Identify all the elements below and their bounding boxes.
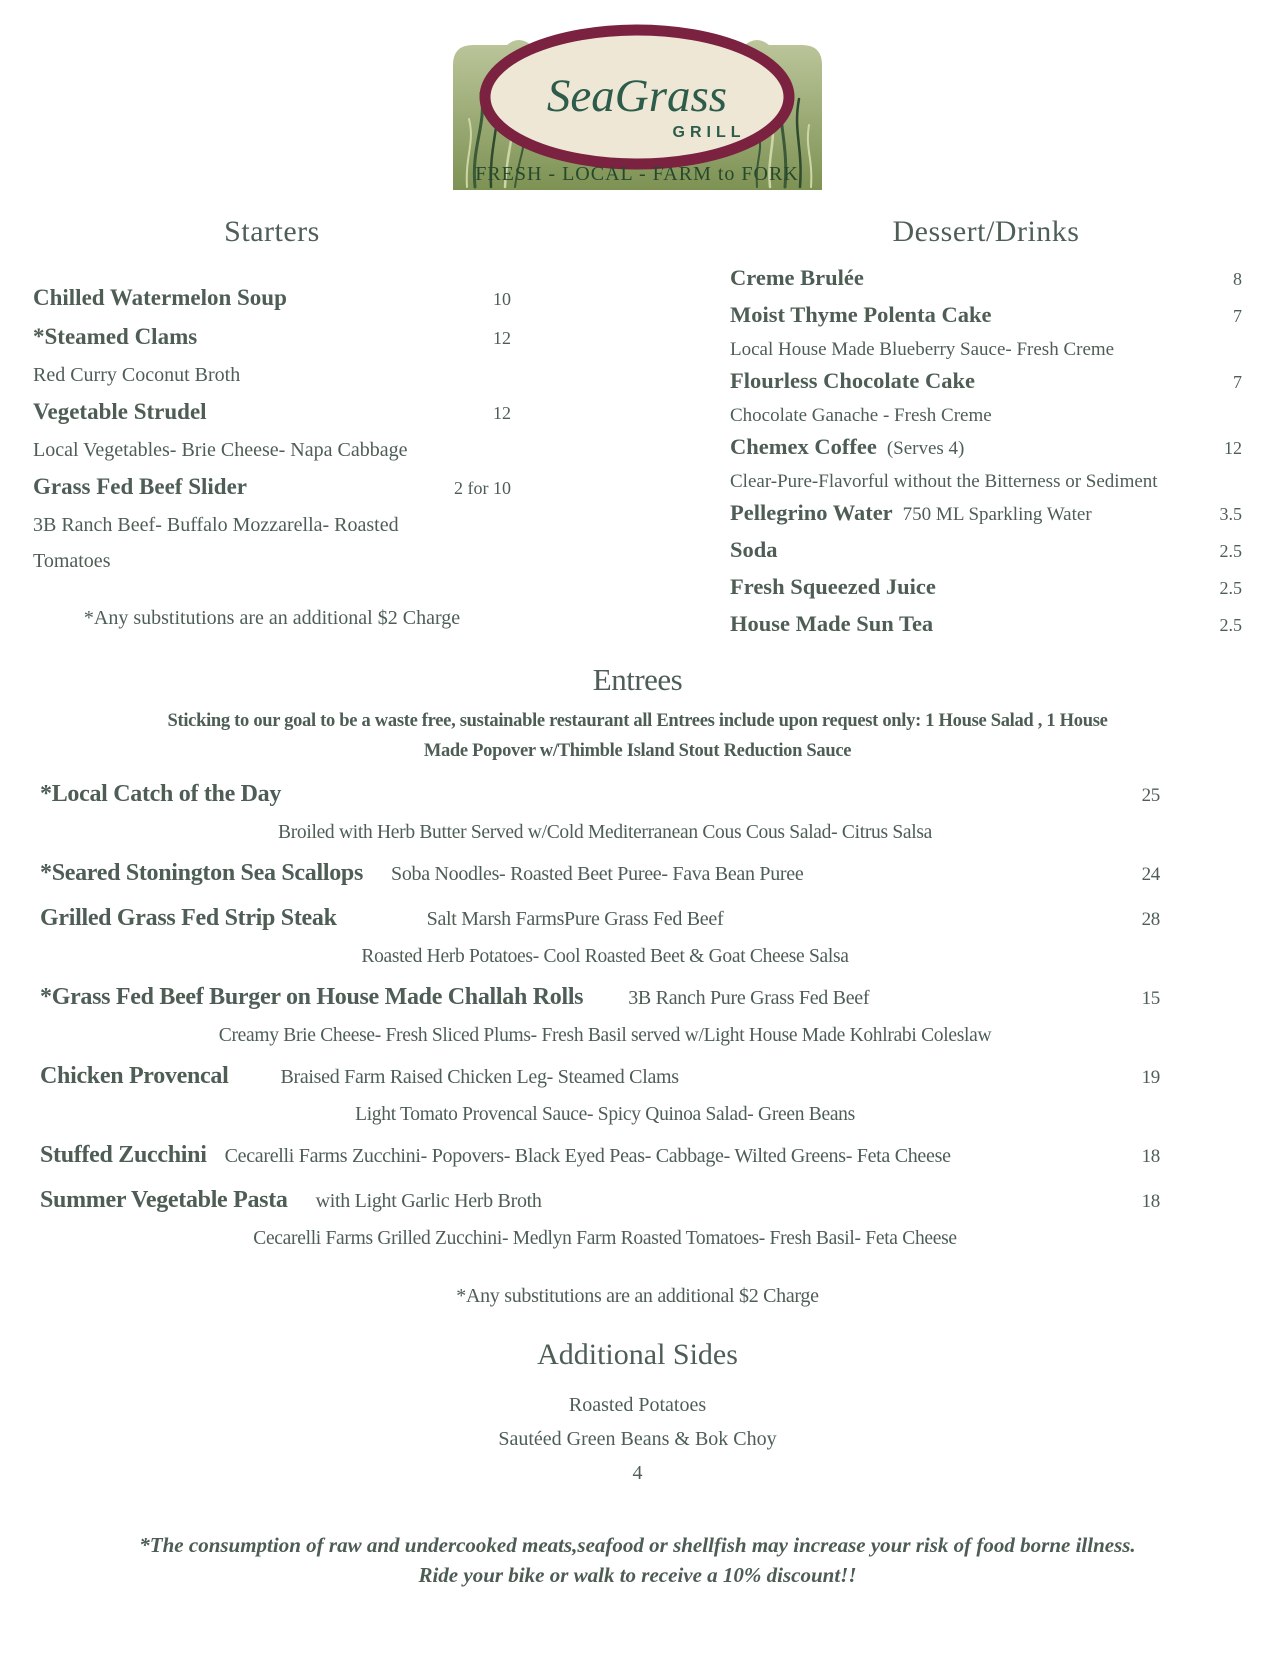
item-description: Red Curry Coconut Broth bbox=[33, 364, 241, 386]
item-name: Creme Brulée bbox=[730, 265, 864, 290]
item-price: 19 bbox=[1141, 1067, 1160, 1088]
starters-title: Starters bbox=[224, 215, 320, 248]
item-description: Cecarelli Farms Grilled Zucchini- Medlyn Farm Roasted Tomatoes- Fresh Basil- Feta Cheese bbox=[253, 1228, 957, 1249]
side-item: Roasted Potatoes bbox=[568, 1394, 707, 1416]
item-name: Summer Vegetable Pasta bbox=[40, 1187, 288, 1213]
dessert-drinks-section bbox=[730, 215, 1242, 644]
substitution-note: *Any substitutions are an additional $2 Charge bbox=[83, 607, 461, 629]
item-name: *Local Catch of the Day bbox=[40, 781, 282, 807]
logo-tagline: FRESH - LOCAL - FARM to FORK bbox=[475, 163, 799, 185]
menu-item bbox=[33, 468, 511, 507]
item-price: 12 bbox=[1224, 438, 1242, 458]
entrees-intro-line2: Made Popover w/Thimble Island Stout Reduction Sauce bbox=[423, 741, 852, 761]
menu-item bbox=[730, 261, 1242, 298]
menu-item bbox=[730, 607, 1242, 644]
substitution-note: *Any substitutions are an additional $2 Charge bbox=[456, 1285, 819, 1307]
item-description: Light Tomato Provencal Sauce- Spicy Quinoa Salad- Green Beans bbox=[355, 1104, 855, 1125]
menu-item bbox=[40, 980, 1160, 1014]
item-price: 2.5 bbox=[1219, 578, 1242, 598]
item-price: 15 bbox=[1141, 988, 1160, 1009]
item-inline-description: Soba Noodles- Roasted Beet Puree- Fava Bean Puree bbox=[391, 863, 804, 885]
item-price: 2.5 bbox=[1219, 615, 1242, 635]
item-price: 10 bbox=[493, 289, 511, 309]
menu-item bbox=[730, 364, 1242, 401]
upper-menu-columns bbox=[33, 215, 1242, 644]
item-price: 7 bbox=[1233, 306, 1242, 326]
item-name-suffix: (Serves 4) bbox=[886, 438, 965, 459]
item-name: Chilled Watermelon Soup bbox=[33, 285, 287, 310]
item-name: *Grass Fed Beef Burger on House Made Challah Rolls bbox=[40, 984, 584, 1010]
item-name: *Steamed Clams bbox=[33, 324, 198, 349]
item-name: Fresh Squeezed Juice bbox=[730, 574, 936, 599]
item-name: *Seared Stonington Sea Scallops bbox=[40, 860, 363, 886]
item-name-suffix: 750 ML Sparkling Water bbox=[902, 504, 1092, 525]
menu-item bbox=[40, 1183, 1160, 1217]
item-name: Chemex Coffee (Serves 4) bbox=[730, 434, 965, 459]
item-name: Soda bbox=[730, 537, 778, 562]
item-description: Chocolate Ganache - Fresh Creme bbox=[730, 405, 992, 426]
item-inline-description: Cecarelli Farms Zucchini- Popovers- Black Eyed Peas- Cabbage- Wilted Greens- Feta Cheese bbox=[224, 1145, 951, 1167]
item-name: Grass Fed Beef Slider bbox=[33, 474, 247, 499]
starters-section bbox=[33, 215, 511, 644]
additional-sides-section bbox=[0, 1338, 1275, 1490]
menu-item bbox=[730, 298, 1242, 335]
side-item: Sautéed Green Beans & Bok Choy bbox=[498, 1428, 777, 1450]
menu-item bbox=[730, 496, 1242, 533]
sides-price: 4 bbox=[632, 1462, 643, 1484]
item-inline-description: Braised Farm Raised Chicken Leg- Steamed Clams bbox=[280, 1066, 679, 1088]
item-name: Flourless Chocolate Cake bbox=[730, 368, 975, 393]
item-description: Broiled with Herb Butter Served w/Cold Mediterranean Cous Cous Salad- Citrus Salsa bbox=[277, 822, 932, 843]
item-price: 2 for 10 bbox=[454, 478, 511, 498]
menu-item bbox=[40, 1138, 1160, 1172]
item-description: Creamy Brie Cheese- Fresh Sliced Plums- Fresh Basil served w/Light House Made Kohlrabi Coleslaw bbox=[218, 1025, 992, 1046]
menu-item bbox=[33, 318, 511, 357]
menu-footer bbox=[0, 1530, 1275, 1590]
menu-item bbox=[33, 393, 511, 432]
item-price: 18 bbox=[1141, 1146, 1160, 1167]
entrees-section bbox=[0, 662, 1275, 1308]
logo-wordmark: SeaGrass bbox=[546, 70, 728, 122]
menu-item bbox=[40, 901, 1160, 935]
item-inline-description: 3B Ranch Pure Grass Fed Beef bbox=[628, 987, 870, 1009]
menu-item bbox=[730, 430, 1242, 467]
item-description: Roasted Herb Potatoes- Cool Roasted Beet & Goat Cheese Salsa bbox=[361, 946, 849, 967]
item-description: 3B Ranch Beef- Buffalo Mozzarella- Roasted Tomatoes bbox=[33, 514, 399, 572]
item-name: House Made Sun Tea bbox=[730, 611, 934, 636]
item-name: Moist Thyme Polenta Cake bbox=[730, 302, 992, 327]
additional-sides-title: Additional Sides bbox=[537, 1338, 738, 1371]
item-name: Pellegrino Water 750 ML Sparkling Water bbox=[730, 500, 1092, 525]
item-price: 7 bbox=[1233, 372, 1242, 392]
menu-item bbox=[40, 1059, 1160, 1093]
dessert-drinks-title: Dessert/Drinks bbox=[892, 215, 1080, 248]
item-price: 24 bbox=[1141, 864, 1160, 885]
menu-item bbox=[40, 777, 1160, 811]
item-price: 12 bbox=[493, 328, 511, 348]
menu-item bbox=[730, 533, 1242, 570]
item-name: Chicken Provencal bbox=[40, 1063, 229, 1089]
restaurant-logo bbox=[445, 15, 830, 195]
item-name: Grilled Grass Fed Strip Steak bbox=[40, 905, 337, 931]
item-inline-description: Salt Marsh FarmsPure Grass Fed Beef bbox=[426, 908, 724, 930]
item-name: Vegetable Strudel bbox=[33, 399, 207, 424]
item-price: 8 bbox=[1233, 269, 1242, 289]
menu-item bbox=[730, 570, 1242, 607]
item-name: Stuffed Zucchini bbox=[40, 1142, 207, 1168]
bike-discount-note: Ride your bike or walk to receive a 10% discount!! bbox=[418, 1563, 857, 1587]
item-price: 25 bbox=[1141, 785, 1160, 806]
item-price: 18 bbox=[1141, 1191, 1160, 1212]
menu-item bbox=[40, 856, 1160, 890]
consumption-warning: *The consumption of raw and undercooked meats,seafood or shellfish may increase your risk of food borne illness. bbox=[139, 1533, 1136, 1557]
entrees-title: Entrees bbox=[592, 662, 683, 697]
seagrass-logo-graphic bbox=[445, 15, 830, 190]
item-description: Clear-Pure-Flavorful without the Bitterness or Sediment bbox=[730, 471, 1158, 492]
entrees-intro-line1: Sticking to our goal to be a waste free, sustainable restaurant all Entrees include upon request only: 1 House Salad , 1 House bbox=[167, 711, 1108, 731]
item-price: 12 bbox=[493, 403, 511, 423]
item-description: Local Vegetables- Brie Cheese- Napa Cabbage bbox=[33, 439, 408, 461]
item-inline-description: with Light Garlic Herb Broth bbox=[315, 1190, 542, 1212]
item-price: 2.5 bbox=[1219, 541, 1242, 561]
item-price: 28 bbox=[1141, 909, 1160, 930]
item-price: 3.5 bbox=[1219, 504, 1242, 524]
menu-item bbox=[33, 279, 511, 318]
logo-subword: GRILL bbox=[672, 124, 746, 141]
item-description: Local House Made Blueberry Sauce- Fresh Creme bbox=[730, 339, 1115, 360]
